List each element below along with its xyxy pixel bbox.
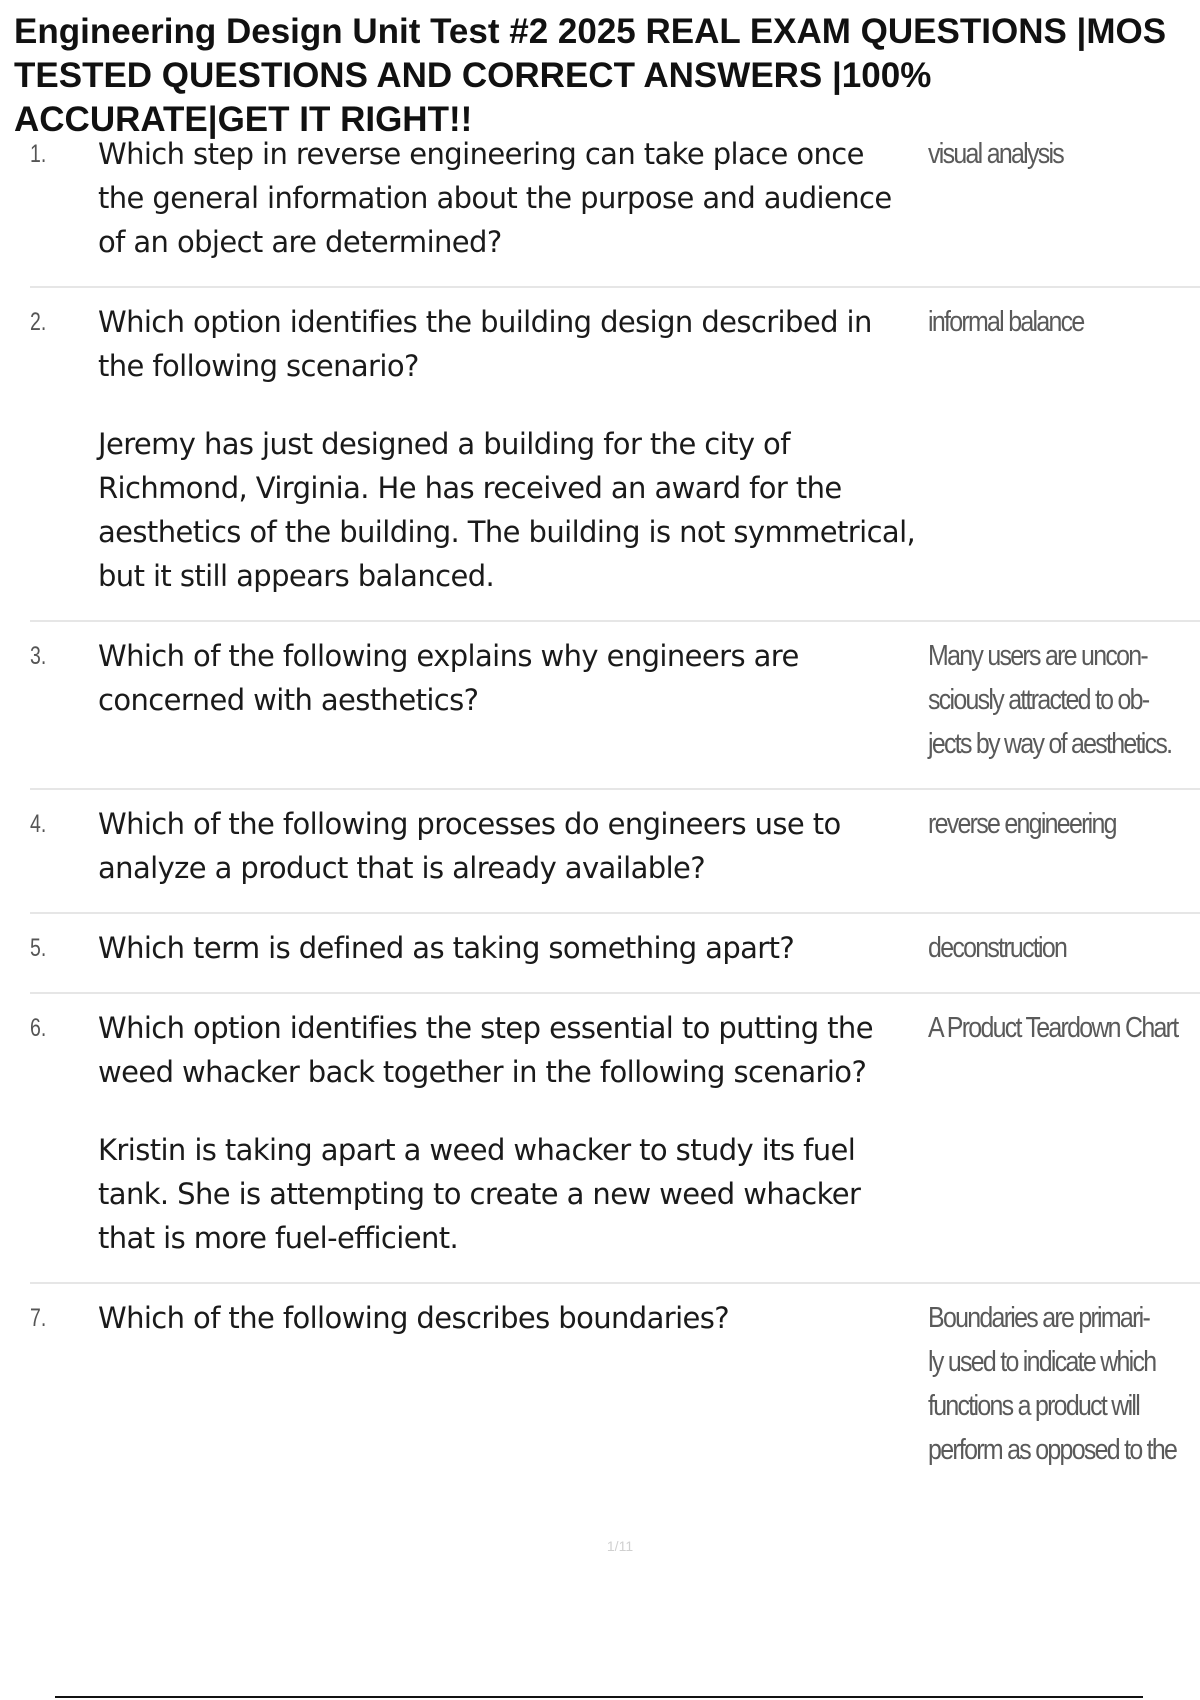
answer-text	[916, 634, 1172, 766]
answer-line: Many users are uncon-	[928, 640, 1147, 672]
question-row	[30, 126, 1200, 288]
question-row	[30, 914, 1200, 994]
question-text	[98, 300, 916, 598]
scenario-paragraph: Jeremy has just designed a building for the city of Richmond, Virginia. He has received an award for the aesthetics of the building. The building is not symmetrical, but it still appears balanced.	[98, 427, 916, 593]
answer-text	[916, 926, 1141, 970]
answer-line: perform as opposed to the	[928, 1434, 1177, 1466]
question-number: 3.	[30, 642, 47, 670]
scenario-paragraph: Kristin is taking apart a weed whacker to study its fuel tank. She is attempting to create a new weed whacker that is more fuel-efficient.	[98, 1133, 861, 1255]
question-text	[98, 802, 916, 890]
question-text	[98, 132, 916, 264]
question-paragraph: Which option identifies the step essential to putting the weed whacker back together in the following scenario?	[98, 1011, 873, 1089]
answer-line: jects by way of aesthetics.	[928, 728, 1172, 760]
question-paragraph: Which of the following describes boundaries?	[98, 1301, 730, 1335]
question-text	[98, 1006, 916, 1260]
question-paragraph: Which of the following processes do engineers use to analyze a product that is already available?	[98, 807, 841, 885]
document-title-line: Engineering Design Unit Test #2 2025 REAL EXAM QUESTIONS |MOS	[14, 12, 1167, 51]
question-paragraph: Which step in reverse engineering can take place once the general information about the purpose and audience of an object are determined?	[98, 137, 892, 259]
question-number: 2.	[30, 308, 47, 336]
page-indicator: 1/11	[606, 1538, 634, 1554]
answer-line: sciously attracted to ob-	[928, 684, 1149, 716]
question-number: 7.	[30, 1304, 47, 1332]
answer-text	[916, 132, 1141, 264]
question-paragraph: Which term is defined as taking something apart?	[98, 931, 795, 965]
answer-line: reverse engineering	[928, 808, 1116, 840]
question-answer-list	[30, 126, 1200, 1494]
question-number: 1.	[30, 140, 47, 168]
answer-line: deconstruction	[928, 932, 1067, 964]
answer-line: visual analysis	[928, 138, 1064, 170]
document-title-line: ACCURATE|GET IT RIGHT!!	[14, 100, 473, 139]
question-paragraph: Which option identifies the building design described in the following scenario?	[98, 305, 872, 383]
question-row	[30, 1284, 1200, 1494]
answer-line: A Product Teardown Chart	[928, 1012, 1178, 1044]
question-paragraph: Which of the following explains why engineers are concerned with aesthetics?	[98, 639, 799, 717]
answer-line: ly used to indicate which	[928, 1346, 1156, 1378]
question-number: 4.	[30, 810, 47, 838]
question-row	[30, 622, 1200, 790]
question-row	[30, 994, 1200, 1284]
question-text	[98, 1296, 916, 1472]
question-row	[30, 288, 1200, 622]
footer-divider	[55, 1696, 1143, 1698]
question-number: 6.	[30, 1014, 47, 1042]
answer-line: informal balance	[928, 306, 1084, 338]
question-text	[98, 926, 916, 970]
question-number: 5.	[30, 934, 47, 962]
document-title	[14, 10, 1200, 142]
answer-text	[916, 1006, 1178, 1260]
question-text	[98, 634, 916, 766]
question-row	[30, 790, 1200, 914]
answer-line: Boundaries are primari-	[928, 1302, 1150, 1334]
answer-text	[916, 802, 1141, 890]
answer-line: functions a product will	[928, 1390, 1140, 1422]
answer-text	[916, 300, 1141, 598]
document-title-line: TESTED QUESTIONS AND CORRECT ANSWERS |100%	[14, 56, 932, 95]
answer-text	[916, 1296, 1177, 1472]
